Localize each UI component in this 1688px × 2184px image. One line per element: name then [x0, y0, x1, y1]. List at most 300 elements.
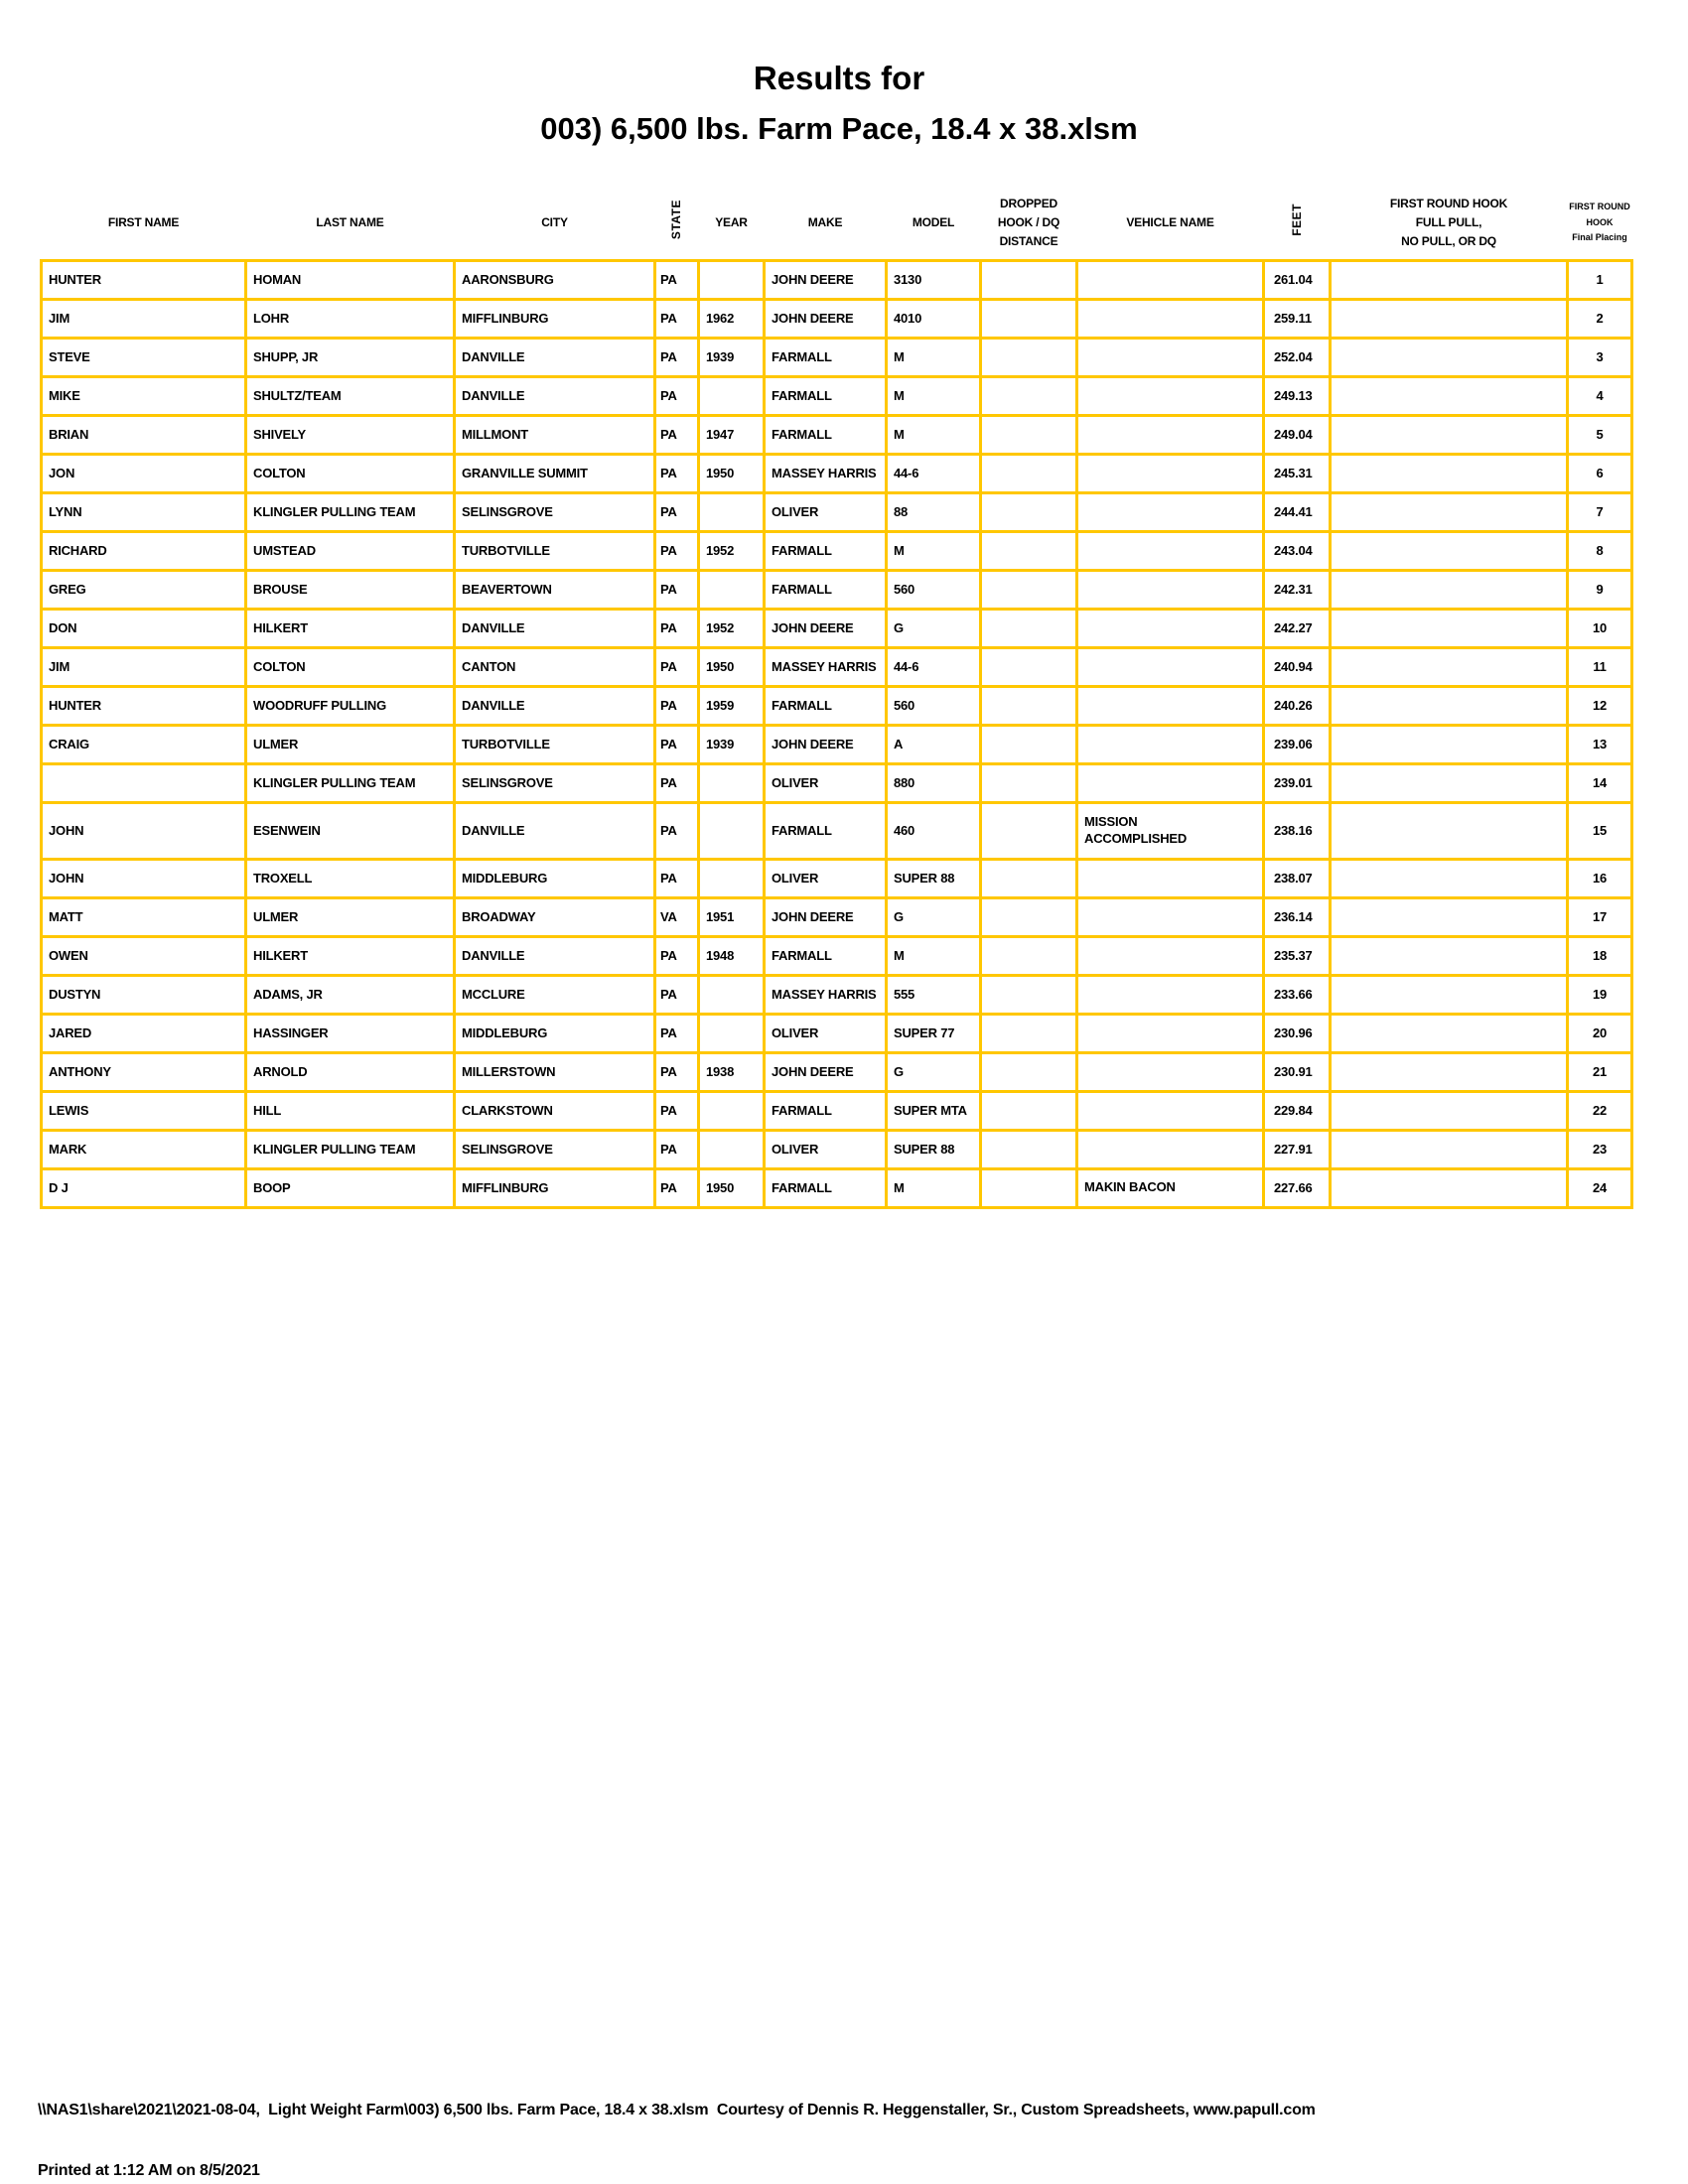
cell-first-round-hook — [1331, 415, 1568, 454]
header-feet: FEET — [1289, 204, 1304, 236]
cell-feet: 227.66 — [1264, 1168, 1331, 1207]
cell-state: PA — [655, 1014, 699, 1052]
table-row — [42, 936, 1632, 975]
cell-feet: 236.14 — [1264, 897, 1331, 936]
cell-final-placing: 14 — [1568, 763, 1632, 802]
cell-last-name: HILKERT — [246, 609, 455, 647]
table-row — [42, 802, 1632, 859]
cell-year: 1952 — [699, 531, 765, 570]
cell-year: 1962 — [699, 299, 765, 338]
cell-final-placing: 9 — [1568, 570, 1632, 609]
cell-model: 88 — [887, 492, 981, 531]
cell-feet: 240.26 — [1264, 686, 1331, 725]
cell-first-name: DUSTYN — [42, 975, 246, 1014]
cell-final-placing: 23 — [1568, 1130, 1632, 1168]
cell-feet: 242.27 — [1264, 609, 1331, 647]
cell-first-name: MARK — [42, 1130, 246, 1168]
cell-vehicle-name — [1077, 763, 1264, 802]
cell-city: BEAVERTOWN — [455, 570, 655, 609]
cell-dropped-hook-distance — [981, 1168, 1077, 1207]
results-table-body — [42, 260, 1632, 1207]
cell-first-name: RICHARD — [42, 531, 246, 570]
cell-vehicle-name — [1077, 1091, 1264, 1130]
cell-dropped-hook-distance — [981, 897, 1077, 936]
cell-dropped-hook-distance — [981, 1091, 1077, 1130]
cell-last-name: SHUPP, JR — [246, 338, 455, 376]
cell-year: 1951 — [699, 897, 765, 936]
cell-first-round-hook — [1331, 897, 1568, 936]
header-make: MAKE — [807, 214, 843, 229]
cell-model: M — [887, 531, 981, 570]
cell-state: PA — [655, 936, 699, 975]
cell-year — [699, 570, 765, 609]
page-title: Results for — [753, 60, 925, 96]
page-subtitle: 003) 6,500 lbs. Farm Pace, 18.4 x 38.xlsm — [540, 111, 1138, 146]
cell-last-name: HOMAN — [246, 260, 455, 299]
cell-city: AARONSBURG — [455, 260, 655, 299]
cell-last-name: ESENWEIN — [246, 802, 455, 859]
cell-vehicle-name — [1077, 859, 1264, 897]
cell-city: BROADWAY — [455, 897, 655, 936]
cell-first-name: MIKE — [42, 376, 246, 415]
cell-first-name: JOHN — [42, 859, 246, 897]
table-row — [42, 897, 1632, 936]
cell-state: PA — [655, 609, 699, 647]
page-footer — [38, 2071, 1316, 2184]
cell-make: FARMALL — [765, 686, 887, 725]
cell-model: 44-6 — [887, 454, 981, 492]
cell-city: MIFFLINBURG — [455, 1168, 655, 1207]
cell-city: CANTON — [455, 647, 655, 686]
cell-model: 880 — [887, 763, 981, 802]
cell-last-name: HILKERT — [246, 936, 455, 975]
cell-last-name: KLINGLER PULLING TEAM — [246, 492, 455, 531]
cell-vehicle-name — [1077, 725, 1264, 763]
table-row — [42, 1014, 1632, 1052]
cell-first-name: GREG — [42, 570, 246, 609]
cell-make: MASSEY HARRIS — [765, 975, 887, 1014]
cell-state: PA — [655, 686, 699, 725]
cell-last-name: COLTON — [246, 647, 455, 686]
cell-final-placing: 20 — [1568, 1014, 1632, 1052]
cell-make: OLIVER — [765, 492, 887, 531]
cell-state: PA — [655, 975, 699, 1014]
cell-vehicle-name — [1077, 376, 1264, 415]
cell-final-placing: 8 — [1568, 531, 1632, 570]
cell-year: 1959 — [699, 686, 765, 725]
cell-year — [699, 763, 765, 802]
cell-first-name: CRAIG — [42, 725, 246, 763]
cell-dropped-hook-distance — [981, 492, 1077, 531]
cell-dropped-hook-distance — [981, 975, 1077, 1014]
cell-first-round-hook — [1331, 763, 1568, 802]
cell-feet: 249.04 — [1264, 415, 1331, 454]
cell-final-placing: 5 — [1568, 415, 1632, 454]
cell-year: 1952 — [699, 609, 765, 647]
cell-vehicle-name: MISSION ACCOMPLISHED — [1077, 802, 1264, 859]
cell-vehicle-name — [1077, 415, 1264, 454]
cell-make: FARMALL — [765, 376, 887, 415]
cell-dropped-hook-distance — [981, 531, 1077, 570]
header-vehicle-name: VEHICLE NAME — [1126, 214, 1214, 229]
cell-state: PA — [655, 763, 699, 802]
cell-make: FARMALL — [765, 802, 887, 859]
cell-feet: 238.07 — [1264, 859, 1331, 897]
table-row — [42, 1052, 1632, 1091]
cell-final-placing: 19 — [1568, 975, 1632, 1014]
cell-state: PA — [655, 859, 699, 897]
cell-year — [699, 1014, 765, 1052]
footer-printed-at: Printed at 1:12 AM on 8/5/2021 — [38, 2162, 260, 2179]
cell-final-placing: 18 — [1568, 936, 1632, 975]
cell-vehicle-name — [1077, 686, 1264, 725]
header-final-placing: FIRST ROUND HOOK Final Placing — [1569, 202, 1630, 242]
cell-state: PA — [655, 376, 699, 415]
cell-vehicle-name: MAKIN BACON — [1077, 1168, 1264, 1207]
cell-final-placing: 21 — [1568, 1052, 1632, 1091]
cell-model: M — [887, 338, 981, 376]
cell-first-round-hook — [1331, 686, 1568, 725]
cell-last-name: ADAMS, JR — [246, 975, 455, 1014]
header-state: STATE — [669, 200, 684, 240]
cell-first-name — [42, 763, 246, 802]
cell-first-name: HUNTER — [42, 686, 246, 725]
cell-first-name: JARED — [42, 1014, 246, 1052]
cell-city: SELINSGROVE — [455, 1130, 655, 1168]
table-row — [42, 609, 1632, 647]
cell-make: JOHN DEERE — [765, 897, 887, 936]
cell-last-name: KLINGLER PULLING TEAM — [246, 1130, 455, 1168]
cell-vehicle-name — [1077, 975, 1264, 1014]
cell-year — [699, 975, 765, 1014]
cell-city: MIDDLEBURG — [455, 859, 655, 897]
cell-dropped-hook-distance — [981, 454, 1077, 492]
cell-dropped-hook-distance — [981, 376, 1077, 415]
cell-model: M — [887, 1168, 981, 1207]
cell-last-name: ULMER — [246, 725, 455, 763]
cell-city: SELINSGROVE — [455, 492, 655, 531]
cell-state: VA — [655, 897, 699, 936]
cell-last-name: ARNOLD — [246, 1052, 455, 1091]
cell-dropped-hook-distance — [981, 299, 1077, 338]
cell-make: OLIVER — [765, 859, 887, 897]
cell-last-name: UMSTEAD — [246, 531, 455, 570]
cell-model: G — [887, 897, 981, 936]
cell-year: 1947 — [699, 415, 765, 454]
cell-feet: 235.37 — [1264, 936, 1331, 975]
cell-state: PA — [655, 1052, 699, 1091]
cell-year: 1948 — [699, 936, 765, 975]
cell-first-name: JOHN — [42, 802, 246, 859]
cell-model: 560 — [887, 570, 981, 609]
cell-year — [699, 859, 765, 897]
cell-model: SUPER 77 — [887, 1014, 981, 1052]
cell-make: OLIVER — [765, 1130, 887, 1168]
cell-first-name: OWEN — [42, 936, 246, 975]
cell-vehicle-name — [1077, 454, 1264, 492]
cell-model: M — [887, 376, 981, 415]
cell-make: JOHN DEERE — [765, 1052, 887, 1091]
cell-feet: 238.16 — [1264, 802, 1331, 859]
cell-state: PA — [655, 1168, 699, 1207]
cell-city: DANVILLE — [455, 609, 655, 647]
cell-feet: 227.91 — [1264, 1130, 1331, 1168]
cell-vehicle-name — [1077, 897, 1264, 936]
cell-feet: 244.41 — [1264, 492, 1331, 531]
cell-model: M — [887, 936, 981, 975]
cell-last-name: HASSINGER — [246, 1014, 455, 1052]
cell-first-round-hook — [1331, 802, 1568, 859]
cell-vehicle-name — [1077, 260, 1264, 299]
cell-first-name: BRIAN — [42, 415, 246, 454]
cell-year — [699, 1091, 765, 1130]
cell-model: A — [887, 725, 981, 763]
cell-year: 1938 — [699, 1052, 765, 1091]
cell-last-name: BROUSE — [246, 570, 455, 609]
cell-state: PA — [655, 802, 699, 859]
cell-dropped-hook-distance — [981, 647, 1077, 686]
cell-city: DANVILLE — [455, 936, 655, 975]
header-year: YEAR — [715, 214, 748, 229]
cell-first-round-hook — [1331, 338, 1568, 376]
cell-first-name: LEWIS — [42, 1091, 246, 1130]
cell-first-round-hook — [1331, 492, 1568, 531]
cell-city: TURBOTVILLE — [455, 725, 655, 763]
table-row — [42, 725, 1632, 763]
cell-final-placing: 15 — [1568, 802, 1632, 859]
cell-feet: 245.31 — [1264, 454, 1331, 492]
cell-first-round-hook — [1331, 570, 1568, 609]
table-row — [42, 763, 1632, 802]
cell-first-name: ANTHONY — [42, 1052, 246, 1091]
cell-year — [699, 260, 765, 299]
cell-state: PA — [655, 725, 699, 763]
cell-final-placing: 2 — [1568, 299, 1632, 338]
cell-model: 44-6 — [887, 647, 981, 686]
cell-vehicle-name — [1077, 609, 1264, 647]
cell-last-name: SHULTZ/TEAM — [246, 376, 455, 415]
cell-first-round-hook — [1331, 1130, 1568, 1168]
cell-first-round-hook — [1331, 975, 1568, 1014]
cell-city: GRANVILLE SUMMIT — [455, 454, 655, 492]
cell-make: JOHN DEERE — [765, 725, 887, 763]
cell-dropped-hook-distance — [981, 686, 1077, 725]
cell-make: MASSEY HARRIS — [765, 647, 887, 686]
cell-state: PA — [655, 492, 699, 531]
cell-vehicle-name — [1077, 338, 1264, 376]
cell-first-round-hook — [1331, 609, 1568, 647]
cell-dropped-hook-distance — [981, 936, 1077, 975]
cell-year — [699, 492, 765, 531]
cell-state: PA — [655, 299, 699, 338]
cell-final-placing: 3 — [1568, 338, 1632, 376]
cell-dropped-hook-distance — [981, 802, 1077, 859]
cell-first-round-hook — [1331, 531, 1568, 570]
table-row — [42, 1091, 1632, 1130]
cell-state: PA — [655, 1130, 699, 1168]
cell-final-placing: 10 — [1568, 609, 1632, 647]
cell-feet: 229.84 — [1264, 1091, 1331, 1130]
cell-make: OLIVER — [765, 1014, 887, 1052]
cell-last-name: LOHR — [246, 299, 455, 338]
cell-last-name: BOOP — [246, 1168, 455, 1207]
cell-make: FARMALL — [765, 936, 887, 975]
cell-final-placing: 24 — [1568, 1168, 1632, 1207]
table-row — [42, 531, 1632, 570]
cell-make: JOHN DEERE — [765, 260, 887, 299]
cell-first-round-hook — [1331, 725, 1568, 763]
cell-state: PA — [655, 260, 699, 299]
header-row — [42, 187, 1632, 260]
cell-vehicle-name — [1077, 1052, 1264, 1091]
cell-make: FARMALL — [765, 338, 887, 376]
cell-last-name: COLTON — [246, 454, 455, 492]
cell-make: OLIVER — [765, 763, 887, 802]
table-row — [42, 338, 1632, 376]
cell-model: M — [887, 415, 981, 454]
table-row — [42, 1130, 1632, 1168]
cell-feet: 243.04 — [1264, 531, 1331, 570]
cell-vehicle-name — [1077, 492, 1264, 531]
cell-feet: 252.04 — [1264, 338, 1331, 376]
cell-first-round-hook — [1331, 647, 1568, 686]
cell-last-name: SHIVELY — [246, 415, 455, 454]
cell-first-round-hook — [1331, 1091, 1568, 1130]
cell-year — [699, 376, 765, 415]
cell-last-name: HILL — [246, 1091, 455, 1130]
cell-year — [699, 802, 765, 859]
cell-first-name: JIM — [42, 647, 246, 686]
cell-feet: 249.13 — [1264, 376, 1331, 415]
cell-make: MASSEY HARRIS — [765, 454, 887, 492]
cell-state: PA — [655, 1091, 699, 1130]
cell-first-name: D J — [42, 1168, 246, 1207]
cell-year: 1950 — [699, 454, 765, 492]
cell-dropped-hook-distance — [981, 609, 1077, 647]
cell-first-round-hook — [1331, 1014, 1568, 1052]
cell-dropped-hook-distance — [981, 763, 1077, 802]
cell-last-name: TROXELL — [246, 859, 455, 897]
cell-city: DANVILLE — [455, 802, 655, 859]
cell-model: 560 — [887, 686, 981, 725]
cell-final-placing: 13 — [1568, 725, 1632, 763]
cell-year: 1950 — [699, 1168, 765, 1207]
cell-first-round-hook — [1331, 454, 1568, 492]
cell-vehicle-name — [1077, 1130, 1264, 1168]
header-first-name: FIRST NAME — [107, 214, 180, 229]
cell-dropped-hook-distance — [981, 260, 1077, 299]
cell-model: 460 — [887, 802, 981, 859]
header-last-name: LAST NAME — [316, 214, 384, 229]
cell-make: JOHN DEERE — [765, 299, 887, 338]
cell-state: PA — [655, 531, 699, 570]
cell-dropped-hook-distance — [981, 859, 1077, 897]
table-row — [42, 454, 1632, 492]
cell-model: 3130 — [887, 260, 981, 299]
cell-feet: 239.01 — [1264, 763, 1331, 802]
cell-vehicle-name — [1077, 299, 1264, 338]
table-row — [42, 260, 1632, 299]
cell-state: PA — [655, 415, 699, 454]
cell-first-name: JIM — [42, 299, 246, 338]
cell-feet: 259.11 — [1264, 299, 1331, 338]
cell-city: TURBOTVILLE — [455, 531, 655, 570]
cell-last-name: ULMER — [246, 897, 455, 936]
cell-city: MIDDLEBURG — [455, 1014, 655, 1052]
header-first-round-hook: FIRST ROUND HOOK FULL PULL, NO PULL, OR DQ — [1389, 197, 1508, 248]
cell-first-round-hook — [1331, 1168, 1568, 1207]
cell-dropped-hook-distance — [981, 415, 1077, 454]
cell-vehicle-name — [1077, 936, 1264, 975]
cell-first-name: JON — [42, 454, 246, 492]
cell-model: G — [887, 1052, 981, 1091]
cell-dropped-hook-distance — [981, 1014, 1077, 1052]
header-city: CITY — [541, 214, 568, 229]
cell-first-round-hook — [1331, 299, 1568, 338]
cell-feet: 230.91 — [1264, 1052, 1331, 1091]
table-row — [42, 415, 1632, 454]
cell-city: MIFFLINBURG — [455, 299, 655, 338]
table-row — [42, 492, 1632, 531]
cell-feet: 261.04 — [1264, 260, 1331, 299]
cell-dropped-hook-distance — [981, 570, 1077, 609]
cell-feet: 240.94 — [1264, 647, 1331, 686]
cell-make: FARMALL — [765, 1091, 887, 1130]
cell-city: MILLMONT — [455, 415, 655, 454]
header-dropped-hook: DROPPED HOOK / DQ DISTANCE — [997, 197, 1060, 248]
cell-final-placing: 1 — [1568, 260, 1632, 299]
cell-dropped-hook-distance — [981, 338, 1077, 376]
cell-vehicle-name — [1077, 531, 1264, 570]
cell-first-name: HUNTER — [42, 260, 246, 299]
cell-first-round-hook — [1331, 376, 1568, 415]
cell-first-round-hook — [1331, 1052, 1568, 1091]
cell-final-placing: 4 — [1568, 376, 1632, 415]
cell-state: PA — [655, 338, 699, 376]
cell-make: FARMALL — [765, 570, 887, 609]
cell-model: SUPER MTA — [887, 1091, 981, 1130]
cell-city: SELINSGROVE — [455, 763, 655, 802]
cell-first-round-hook — [1331, 260, 1568, 299]
cell-city: DANVILLE — [455, 376, 655, 415]
cell-feet: 242.31 — [1264, 570, 1331, 609]
cell-first-name: DON — [42, 609, 246, 647]
cell-state: PA — [655, 647, 699, 686]
cell-dropped-hook-distance — [981, 725, 1077, 763]
cell-first-name: STEVE — [42, 338, 246, 376]
cell-dropped-hook-distance — [981, 1052, 1077, 1091]
cell-year: 1939 — [699, 338, 765, 376]
cell-city: MILLERSTOWN — [455, 1052, 655, 1091]
cell-city: MCCLURE — [455, 975, 655, 1014]
cell-model: SUPER 88 — [887, 1130, 981, 1168]
header-model: MODEL — [912, 214, 955, 229]
cell-make: FARMALL — [765, 1168, 887, 1207]
table-row — [42, 686, 1632, 725]
cell-feet: 239.06 — [1264, 725, 1331, 763]
table-header — [42, 187, 1632, 260]
table-row — [42, 299, 1632, 338]
cell-first-round-hook — [1331, 859, 1568, 897]
cell-city: CLARKSTOWN — [455, 1091, 655, 1130]
cell-feet: 233.66 — [1264, 975, 1331, 1014]
table-row — [42, 1168, 1632, 1207]
footer-file-path: \\NAS1\share\2021\2021-08-04, Light Weight Farm\003) 6,500 lbs. Farm Pace, 18.4 x 38.xlsm Courtesy of Dennis R. Heggenstaller, Sr., Custom Spreadsheets, www.papull.com — [38, 2102, 1316, 2118]
cell-city: DANVILLE — [455, 686, 655, 725]
cell-dropped-hook-distance — [981, 1130, 1077, 1168]
cell-year — [699, 1130, 765, 1168]
table-row — [42, 647, 1632, 686]
